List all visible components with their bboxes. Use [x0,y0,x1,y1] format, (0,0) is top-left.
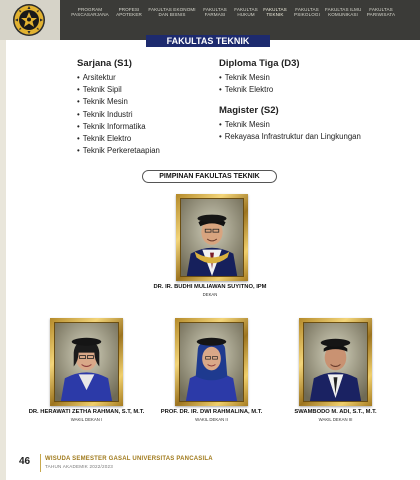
footer-divider [40,454,41,472]
top-navigation-bar [0,0,420,40]
footer-subtitle: TAHUN AKADEMIK 2022/2023 [45,464,114,469]
nav-item-label: FAKULTAS [263,7,287,12]
program-heading: Diploma Tiga (D3) [219,58,300,69]
vice-dean-2-portrait-frame [175,318,248,406]
nav-item-komunikasi[interactable] [325,7,361,33]
side-strip [0,40,6,480]
nav-item-pascasarjana[interactable] [70,7,110,33]
vice-dean-1-role: WAKIL DEKAN I [70,417,103,422]
list-item: • Teknik Perkeretaapian [77,145,160,157]
vice-dean-3-name: SWAMBODO M. ADI, S.T., M.T. [294,409,377,415]
program-list-s2 [219,105,361,143]
dean-portrait [181,199,243,276]
nav-item-apoteker[interactable] [116,7,142,33]
list-item: • Teknik Sipil [77,84,160,96]
section-title-banner: FAKULTAS TEKNIK [146,35,270,47]
nav-item-label: FAKULTAS [369,7,393,12]
list-item: • Teknik Industri [77,109,160,121]
nav-item-label: FAKULTAS [234,7,258,12]
leadership-heading: PIMPINAN FAKULTAS TEKNIK [142,170,277,183]
nav-item-label: APOTEKER [116,12,142,18]
faculty-nav [62,7,420,33]
program-list-d3 [219,58,300,96]
vice-dean-3-portrait-frame [299,318,372,406]
vice-dean-2-name: PROF. DR. IR. DWI RAHMALINA, M.T. [160,409,263,415]
nav-item-pariwisata[interactable] [365,7,397,33]
list-item: • Teknik Informatika [77,121,160,133]
nav-item-label: PASCASARJANA [71,12,109,18]
dean-role: DEKAN [202,292,218,297]
program-heading: Sarjana (S1) [77,58,132,69]
dean-name: DR. IR. BUDHI MULIAWAN SUYITNO, IPM [153,284,267,290]
nav-item-label: PROFESI [118,7,140,12]
nav-item-label: FAKULTAS [295,7,319,12]
list-item: • Teknik Mesin [219,72,300,84]
nav-item-label: FAKULTAS [203,7,227,12]
dean-portrait-frame [176,194,248,281]
program-list-s1 [77,58,160,157]
list-item: • Teknik Mesin [219,119,361,131]
university-logo [12,3,46,37]
nav-item-label: HUKUM [237,12,255,18]
nav-item-label: FARMASI [204,12,226,18]
vice-dean-3-portrait [304,323,367,401]
nav-item-ekonomi-bisnis[interactable] [148,7,196,33]
list-item: • Arsitektur [77,72,160,84]
nav-item-hukum[interactable] [234,7,258,33]
list-item: • Teknik Mesin [77,96,160,108]
page-number: 46 [19,456,31,467]
nav-item-label: TEKNIK [266,12,284,18]
nav-item-teknik[interactable] [263,7,287,33]
nav-item-label: PROGRAM [77,7,103,12]
program-heading: Magister (S2) [219,105,279,116]
vice-dean-1-portrait-frame [50,318,123,406]
vice-dean-3-role: WAKIL DEKAN III [318,417,353,422]
nav-item-psikologi[interactable] [294,7,320,33]
list-item: • Rekayasa Infrastruktur dan Lingkungan [219,131,361,143]
vice-dean-1-name: DR. HERAWATI ZETHA RAHMAN, S.T, M.T. [28,409,145,415]
nav-item-label: FAKULTAS ILMU [325,7,362,12]
nav-item-label: PARIWISATA [366,12,396,18]
nav-item-label: FAKULTAS EKONOMI [148,7,196,12]
list-item: • Teknik Elektro [219,84,300,96]
nav-item-label: DAN BISNIS [158,12,186,18]
footer-title: WISUDA SEMESTER GASAL UNIVERSITAS PANCASILA [45,456,213,462]
logo-container [0,0,60,40]
nav-item-label: PSIKOLOGI [294,12,320,18]
nav-item-label: KOMUNIKASI [328,12,358,18]
nav-item-farmasi[interactable] [202,7,228,33]
vice-dean-2-role: WAKIL DEKAN II [195,417,228,422]
vice-dean-2-portrait [180,323,243,401]
list-item: • Teknik Elektro [77,133,160,145]
vice-dean-1-portrait [55,323,118,401]
